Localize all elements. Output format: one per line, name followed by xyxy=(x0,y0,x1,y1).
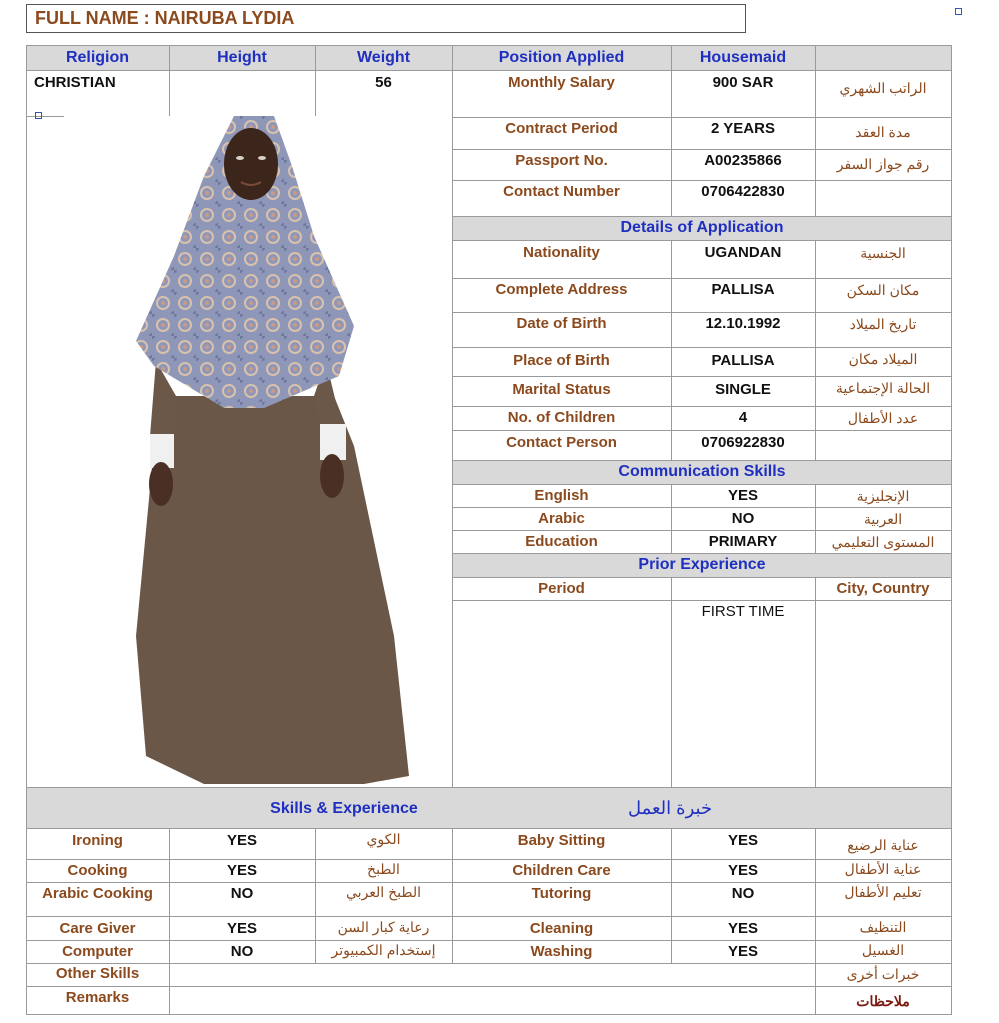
other-skills-label: Other Skills xyxy=(55,965,140,982)
grid-line xyxy=(815,577,816,787)
address-label: Complete Address xyxy=(495,281,628,298)
grid-line xyxy=(26,916,952,917)
tutoring-value: NO xyxy=(731,885,755,902)
baby-sitting-label: Baby Sitting xyxy=(517,832,606,849)
remarks-label: Remarks xyxy=(65,989,130,1006)
care-giver-value: YES xyxy=(226,920,257,937)
tutoring-arabic: تعليم الأطفال xyxy=(844,884,922,900)
children-care-label: Children Care xyxy=(512,862,611,879)
address-value: PALLISA xyxy=(711,281,775,298)
cleaning-value: YES xyxy=(727,920,758,937)
religion-value: CHRISTIAN xyxy=(34,74,116,91)
applicant-photo xyxy=(64,116,418,784)
children-arabic: عدد الأطفال xyxy=(847,410,919,426)
marital-status-label: Marital Status xyxy=(512,381,611,398)
baby-sitting-value: YES xyxy=(727,832,758,849)
weight-header: Weight xyxy=(356,49,411,66)
contract-period-value: 2 YEARS xyxy=(711,120,775,137)
washing-arabic: الغسيل xyxy=(861,942,905,958)
english-arabic: الإنجليزية xyxy=(856,488,910,504)
contact-person-label: Contact Person xyxy=(506,434,617,451)
monthly-salary-label: Monthly Salary xyxy=(508,74,615,91)
education-label: Education xyxy=(525,533,598,550)
skills-title-en: Skills & Experience xyxy=(270,800,418,817)
height-value xyxy=(169,72,315,94)
photo-top-edge xyxy=(26,116,64,117)
skills-band xyxy=(26,787,952,828)
nationality-label: Nationality xyxy=(523,244,600,261)
ironing-arabic: الكوي xyxy=(366,831,401,847)
contract-period-arabic: مدة العقد xyxy=(855,124,911,140)
passport-arabic: رقم جواز السفر xyxy=(836,156,930,172)
washing-value: YES xyxy=(727,943,758,960)
contact-number-label: Contact Number xyxy=(503,183,620,200)
arabic-arabic: العربية xyxy=(863,511,903,527)
grid-line xyxy=(26,1014,952,1015)
address-arabic: مكان السكن xyxy=(846,282,920,298)
education-arabic: المستوى التعليمي xyxy=(831,534,935,550)
computer-value: NO xyxy=(230,943,254,960)
prior-title: Prior Experience xyxy=(638,556,766,573)
weight-value: 56 xyxy=(375,74,392,91)
marital-status-value: SINGLE xyxy=(715,381,771,398)
remarks-arabic: ملاحظات xyxy=(856,993,910,1009)
contact-person-value: 0706922830 xyxy=(701,434,785,451)
pob-arabic: الميلاد مكان xyxy=(848,351,918,367)
cooking-label: Cooking xyxy=(67,862,128,879)
children-value: 4 xyxy=(738,409,748,426)
children-care-arabic: عناية الأطفال xyxy=(844,861,922,877)
contact-person-arabic xyxy=(815,432,951,454)
grid-line xyxy=(452,240,952,241)
nationality-arabic: الجنسية xyxy=(860,245,906,261)
ironing-value: YES xyxy=(226,832,257,849)
anchor-marker xyxy=(35,112,42,119)
nationality-value: UGANDAN xyxy=(704,244,782,261)
city-country-label: City, Country xyxy=(836,580,930,597)
position-header: Position Applied xyxy=(498,49,625,66)
applicant-figure xyxy=(64,116,418,784)
pob-label: Place of Birth xyxy=(513,352,610,369)
care-giver-arabic: رعاية كبار السن xyxy=(337,919,430,935)
computer-arabic: إستخدام الكمبيوتر xyxy=(331,942,436,958)
computer-label: Computer xyxy=(62,943,133,960)
grid-line xyxy=(26,70,952,71)
contact-number-arabic xyxy=(815,181,951,203)
cleaning-arabic: التنظيف xyxy=(859,919,907,935)
dob-label: Date of Birth xyxy=(516,315,607,332)
anchor-marker xyxy=(955,8,962,15)
dob-arabic: تاريخ الميلاد xyxy=(849,316,917,332)
other-skills-arabic: خبرات أخرى xyxy=(846,966,920,982)
cleaning-label: Cleaning xyxy=(529,920,594,937)
arabic-cooking-arabic: الطبخ العربي xyxy=(346,884,421,900)
contact-number-value: 0706422830 xyxy=(701,183,785,200)
monthly-salary-value: 900 SAR xyxy=(712,74,774,91)
tutoring-label: Tutoring xyxy=(531,885,592,902)
passport-label: Passport No. xyxy=(515,152,608,169)
height-header: Height xyxy=(217,49,267,66)
passport-value: A00235866 xyxy=(704,152,782,169)
religion-header: Religion xyxy=(65,49,130,66)
arabic-label: Arabic xyxy=(538,510,585,527)
full-name-box xyxy=(26,4,746,33)
grid-line xyxy=(951,45,952,1015)
prior-experience-value: FIRST TIME xyxy=(701,603,785,620)
dob-value: 12.10.1992 xyxy=(705,315,781,332)
position-value: Housemaid xyxy=(699,49,787,66)
education-value: PRIMARY xyxy=(708,533,778,550)
grid-line xyxy=(26,787,952,788)
baby-sitting-arabic: عناية الرضيع xyxy=(847,837,919,853)
communication-title: Communication Skills xyxy=(618,463,786,480)
cooking-value: YES xyxy=(226,862,257,879)
cooking-arabic: الطبخ xyxy=(367,861,400,877)
english-value: YES xyxy=(727,487,758,504)
pob-value: PALLISA xyxy=(711,352,775,369)
details-title: Details of Application xyxy=(620,219,784,236)
period-label: Period xyxy=(538,580,585,597)
grid-line xyxy=(26,828,952,829)
arabic-cooking-value: NO xyxy=(230,885,254,902)
marital-status-arabic: الحالة الإجتماعية xyxy=(835,380,931,396)
arabic-cooking-label: Arabic Cooking xyxy=(42,885,153,902)
grid-line xyxy=(452,430,952,431)
children-care-value: YES xyxy=(727,862,758,879)
contract-period-label: Contract Period xyxy=(505,120,618,137)
english-label: English xyxy=(534,487,589,504)
monthly-salary-arabic: الراتب الشهري xyxy=(839,80,927,96)
care-giver-label: Care Giver xyxy=(59,920,136,937)
arabic-value: NO xyxy=(731,510,755,527)
ironing-label: Ironing xyxy=(72,832,123,849)
washing-label: Washing xyxy=(530,943,593,960)
full-name: FULL NAME : NAIRUBA LYDIA xyxy=(35,8,295,28)
skills-title-ar: خبرة العمل xyxy=(627,798,713,818)
children-label: No. of Children xyxy=(507,409,616,426)
